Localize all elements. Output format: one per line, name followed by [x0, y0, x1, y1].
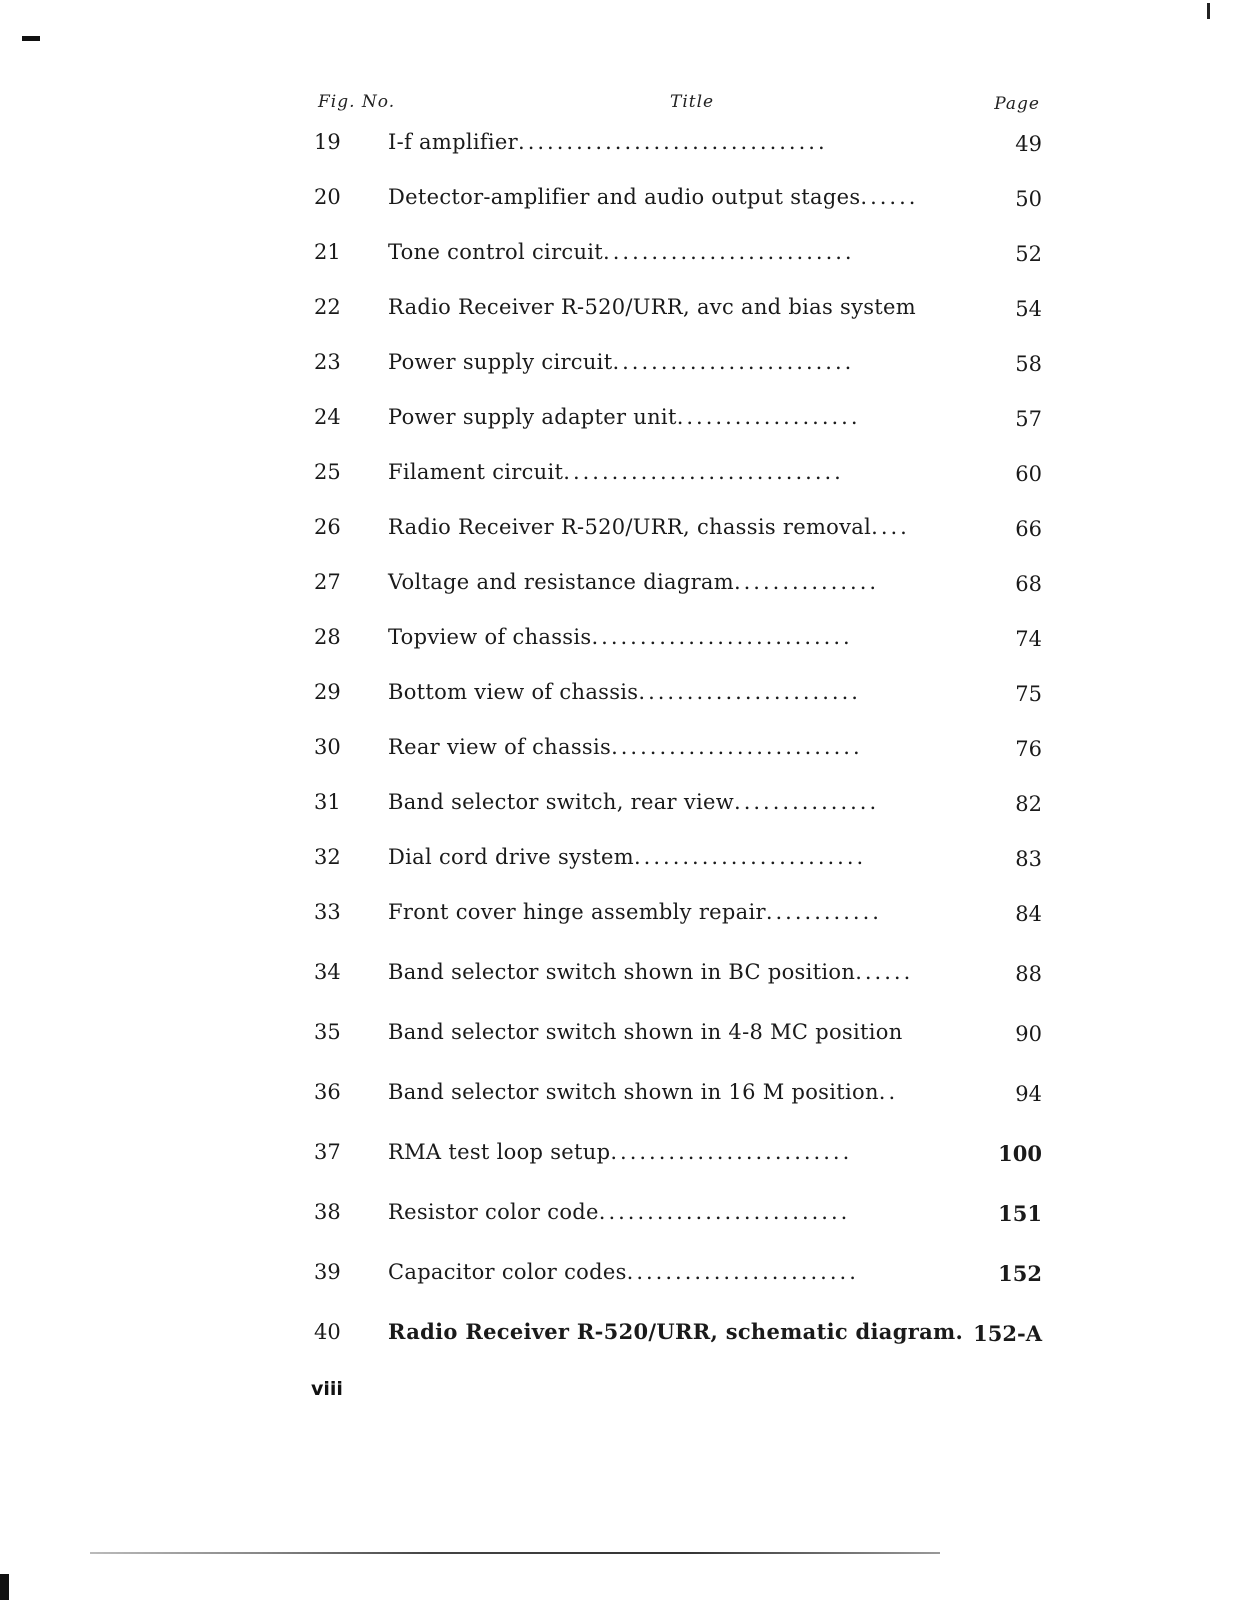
dot-leader: .......................... — [603, 240, 855, 264]
figure-title: Band selector switch shown in 16 M position — [388, 1080, 879, 1104]
page-number: 58 — [1015, 352, 1042, 376]
figure-number: 27 — [314, 570, 341, 594]
page-number: 60 — [1015, 462, 1042, 486]
figure-title-line — [388, 403, 948, 431]
figure-number: 32 — [314, 845, 341, 869]
figure-number: 26 — [314, 515, 341, 539]
column-header — [318, 92, 1046, 118]
dot-leader: .... — [871, 515, 910, 539]
figure-number: 21 — [314, 240, 341, 264]
list-item — [300, 289, 1050, 344]
page-number: 100 — [998, 1141, 1042, 1166]
list-item — [300, 729, 1050, 784]
dot-leader: ...... — [855, 960, 914, 984]
figure-number: 34 — [314, 960, 341, 984]
page-number: 151 — [998, 1201, 1042, 1226]
figure-number: 35 — [314, 1020, 341, 1044]
list-item — [300, 839, 1050, 894]
page-number: 68 — [1015, 572, 1042, 596]
figure-title: Rear view of chassis — [388, 735, 612, 759]
dot-leader: . — [955, 1319, 966, 1344]
page-number: 152 — [998, 1261, 1042, 1286]
figure-title: Power supply circuit — [388, 350, 613, 374]
figure-number: 39 — [314, 1260, 341, 1284]
list-item — [300, 1014, 1050, 1074]
figure-number: 28 — [314, 625, 341, 649]
page-number: 84 — [1015, 902, 1042, 926]
list-item — [300, 954, 1050, 1014]
figure-number: 20 — [314, 185, 341, 209]
figure-title: Band selector switch shown in BC position — [388, 960, 856, 984]
figure-title-line — [388, 898, 948, 926]
dot-leader: .......................... — [611, 735, 863, 759]
figure-number: 40 — [314, 1320, 341, 1344]
dot-leader: ......................... — [612, 350, 855, 374]
figure-title-line — [388, 1258, 948, 1286]
dot-leader: ....................... — [638, 680, 861, 704]
list-item — [300, 344, 1050, 399]
list-item — [300, 1314, 1050, 1374]
page-number: 49 — [1015, 132, 1042, 156]
figure-title: Radio Receiver R-520/URR, chassis removal — [388, 515, 872, 539]
figure-title-line — [388, 293, 948, 321]
dot-leader: ........................ — [634, 845, 867, 869]
figure-title-line — [388, 128, 948, 156]
page-number: 54 — [1015, 297, 1042, 321]
figure-number: 24 — [314, 405, 341, 429]
figure-title-line — [388, 958, 948, 986]
dot-leader: ................................ — [518, 130, 828, 154]
list-item — [300, 894, 1050, 954]
page-number: 57 — [1015, 407, 1042, 431]
dot-leader: ......................... — [610, 1140, 853, 1164]
dot-leader: ........................... — [591, 625, 853, 649]
list-item — [300, 454, 1050, 509]
dot-leader: ...... — [860, 185, 919, 209]
figure-title-line — [388, 733, 948, 761]
figure-title-line — [388, 513, 948, 541]
dot-leader: ............... — [734, 790, 880, 814]
list-item — [300, 1134, 1050, 1194]
list-item — [300, 1074, 1050, 1134]
dot-leader: ................... — [676, 405, 861, 429]
figure-title: Radio Receiver R-520/URR, avc and bias system — [388, 295, 916, 319]
fig-no-heading: Fig. No. — [318, 92, 396, 112]
page-number: 88 — [1015, 962, 1042, 986]
figure-title: Filament circuit — [388, 460, 564, 484]
page-number: 74 — [1015, 627, 1042, 651]
figure-title: Tone control circuit — [388, 240, 604, 264]
figure-number: 36 — [314, 1080, 341, 1104]
list-item — [300, 399, 1050, 454]
list-of-figures — [300, 124, 1050, 1374]
figure-number: 22 — [314, 295, 341, 319]
list-item — [300, 674, 1050, 729]
dot-leader: ............... — [733, 570, 880, 594]
scan-mark-bottom-left — [0, 1574, 9, 1600]
dot-leader: .. — [878, 1080, 899, 1104]
page-number: 152-A — [973, 1321, 1042, 1346]
page-heading: Page — [994, 94, 1040, 114]
figure-title-line — [388, 1318, 966, 1346]
page-number: 76 — [1015, 737, 1042, 761]
page-number: 52 — [1015, 242, 1042, 266]
figure-number: 23 — [314, 350, 341, 374]
figure-title: I-f amplifier — [388, 130, 519, 154]
figure-title: Power supply adapter unit — [388, 405, 677, 429]
list-item — [300, 234, 1050, 289]
figure-title: Band selector switch shown in 4-8 MC position — [388, 1020, 903, 1044]
page-folio: viii — [311, 1378, 343, 1400]
page-number: 50 — [1015, 187, 1042, 211]
figure-title-line — [388, 1018, 948, 1046]
bottom-rule — [90, 1552, 940, 1554]
figure-title: Resistor color code — [388, 1200, 599, 1224]
figure-title-line — [388, 183, 948, 211]
figure-title: Topview of chassis — [388, 625, 592, 649]
dot-leader: ............ — [765, 900, 882, 924]
figure-title-line — [388, 1078, 948, 1106]
figure-title: Band selector switch, rear view — [388, 790, 735, 814]
page-number: 83 — [1015, 847, 1042, 871]
dot-leader: .......................... — [598, 1200, 851, 1224]
figure-title: RMA test loop setup — [388, 1140, 611, 1164]
figure-title-line — [388, 843, 948, 871]
dot-leader: ............................. — [563, 460, 844, 484]
page-number: 75 — [1015, 682, 1042, 706]
figure-number: 31 — [314, 790, 341, 814]
title-heading: Title — [670, 92, 715, 112]
figure-title-line — [388, 623, 948, 651]
figure-title: Capacitor color codes — [388, 1260, 627, 1284]
page-number: 90 — [1015, 1022, 1042, 1046]
list-item — [300, 124, 1050, 179]
list-item — [300, 509, 1050, 564]
page-number: 66 — [1015, 517, 1042, 541]
figure-title: Voltage and resistance diagram — [388, 570, 734, 594]
list-item — [300, 1254, 1050, 1314]
figure-title-line — [388, 568, 948, 596]
figure-number: 25 — [314, 460, 341, 484]
figure-title: Detector-amplifier and audio output stages — [388, 185, 861, 209]
list-item — [300, 564, 1050, 619]
list-item — [300, 619, 1050, 674]
figure-title-line — [388, 458, 948, 486]
figure-number: 29 — [314, 680, 341, 704]
list-item — [300, 179, 1050, 234]
scan-mark-top-right — [1207, 3, 1210, 19]
figure-title-line — [388, 238, 948, 266]
page-number: 82 — [1015, 792, 1042, 816]
figure-number: 33 — [314, 900, 341, 924]
dot-leader: ........................ — [626, 1260, 859, 1284]
scan-mark-top-left — [22, 36, 40, 41]
figure-title: Radio Receiver R-520/URR, schematic diagram — [388, 1319, 956, 1344]
figure-title-line — [388, 788, 948, 816]
figure-number: 38 — [314, 1200, 341, 1224]
list-item — [300, 784, 1050, 839]
figure-number: 30 — [314, 735, 341, 759]
figure-title: Front cover hinge assembly repair — [388, 900, 766, 924]
figure-title-line — [388, 1198, 948, 1226]
figure-number: 19 — [314, 130, 341, 154]
figure-title: Bottom view of chassis — [388, 680, 639, 704]
figure-title-line — [388, 348, 948, 376]
figure-title-line — [388, 678, 948, 706]
figure-title-line — [388, 1138, 948, 1166]
list-item — [300, 1194, 1050, 1254]
figure-number: 37 — [314, 1140, 341, 1164]
page-number: 94 — [1015, 1082, 1042, 1106]
figure-title: Dial cord drive system — [388, 845, 634, 869]
